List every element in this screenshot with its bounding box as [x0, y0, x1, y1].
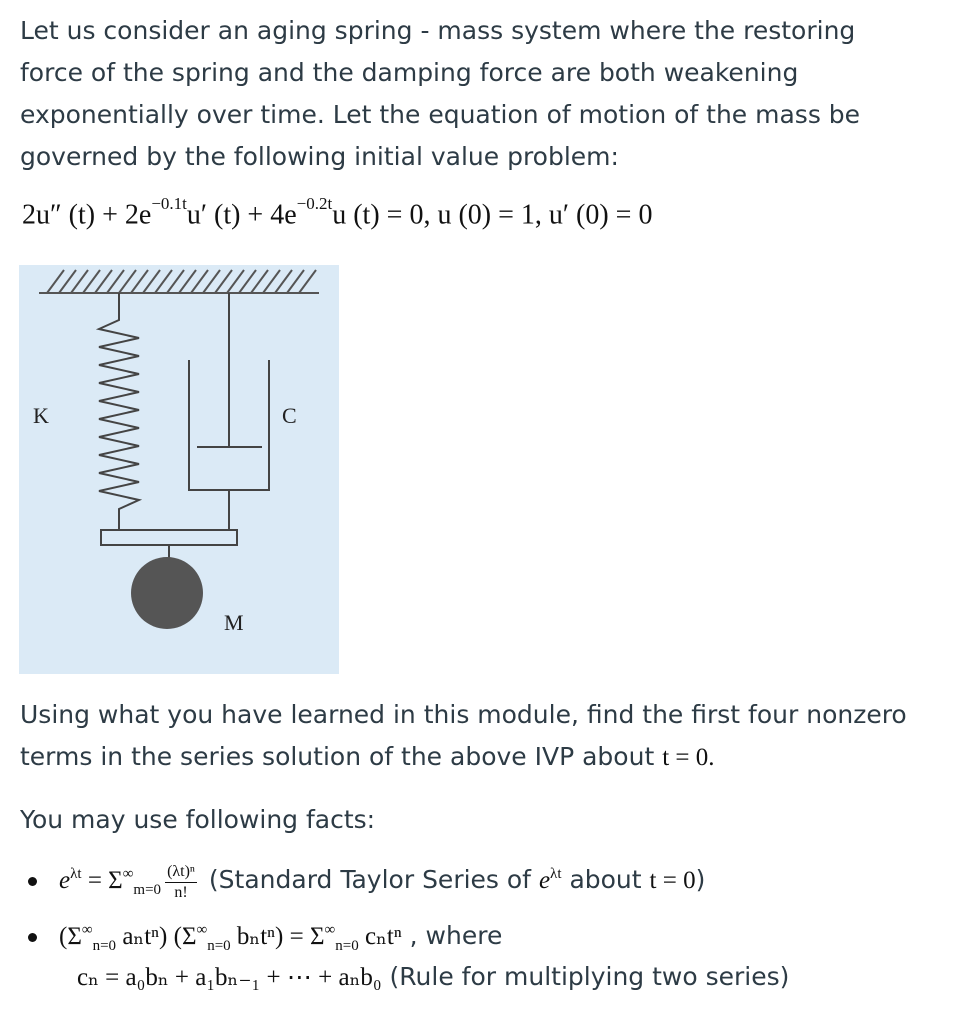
series-product-formula: ($\Sigma^\infty_{n=0}$ aₙtⁿ) ($\Sigma^\infty_{n=0}$ $b_nt^n) = \Sigma^\infty_{n=0}$ cₙtⁿ [59, 922, 402, 954]
intro-paragraph: Let us consider an aging spring - mass system where the restoring force of the spring and the damping force are both weakening exponentially over time. Let the equation of motion of the mass be governed by the following initial value problem: [20, 16, 861, 171]
mass-bar [101, 530, 237, 545]
fact-series-product: ($\Sigma^\infty_{n=0}$ aₙtⁿ) ($\Sigma^\infty_{n=0}$ $b_nt^n) = \Sigma^\infty_{n=0}$ cₙtⁿ , where [28, 921, 502, 951]
spring-mass-damper-figure [19, 265, 339, 674]
ivp-equation: 2u″ $(t) + 2e^{-0.1t}u'$ $(t) + 4e^{-0.2t}u$ (t) = 0, u (0) = 1, u′ (0) = 0 [22, 194, 653, 231]
bullet-dot [28, 933, 37, 942]
bullet-dot [28, 877, 37, 886]
label-k: K [33, 403, 49, 428]
facts-intro: You may use following facts: [20, 805, 376, 834]
fact-cauchy-rule: cₙ = a₀bₙ + a₁bₙ₋₁ + ⋯ + aₙb₀ (Rule for multiplying two series) [77, 962, 790, 991]
task-condition: t = 0. [662, 744, 715, 771]
task-paragraph: Using what you have learned in this module, find the first four nonzero terms in the series solution of the above IVP about t = 0. [20, 700, 907, 771]
label-c: C [282, 403, 297, 428]
fact-taylor: $e^{\lambda t} = \Sigma^\infty_{m=0}$ $\frac{\text{(λt)ⁿ}}{n!}$ (Standard Taylor Series of $e^{\lambda t}$ about t = 0) [28, 862, 705, 903]
mass [131, 557, 203, 629]
label-m: M [224, 610, 244, 635]
